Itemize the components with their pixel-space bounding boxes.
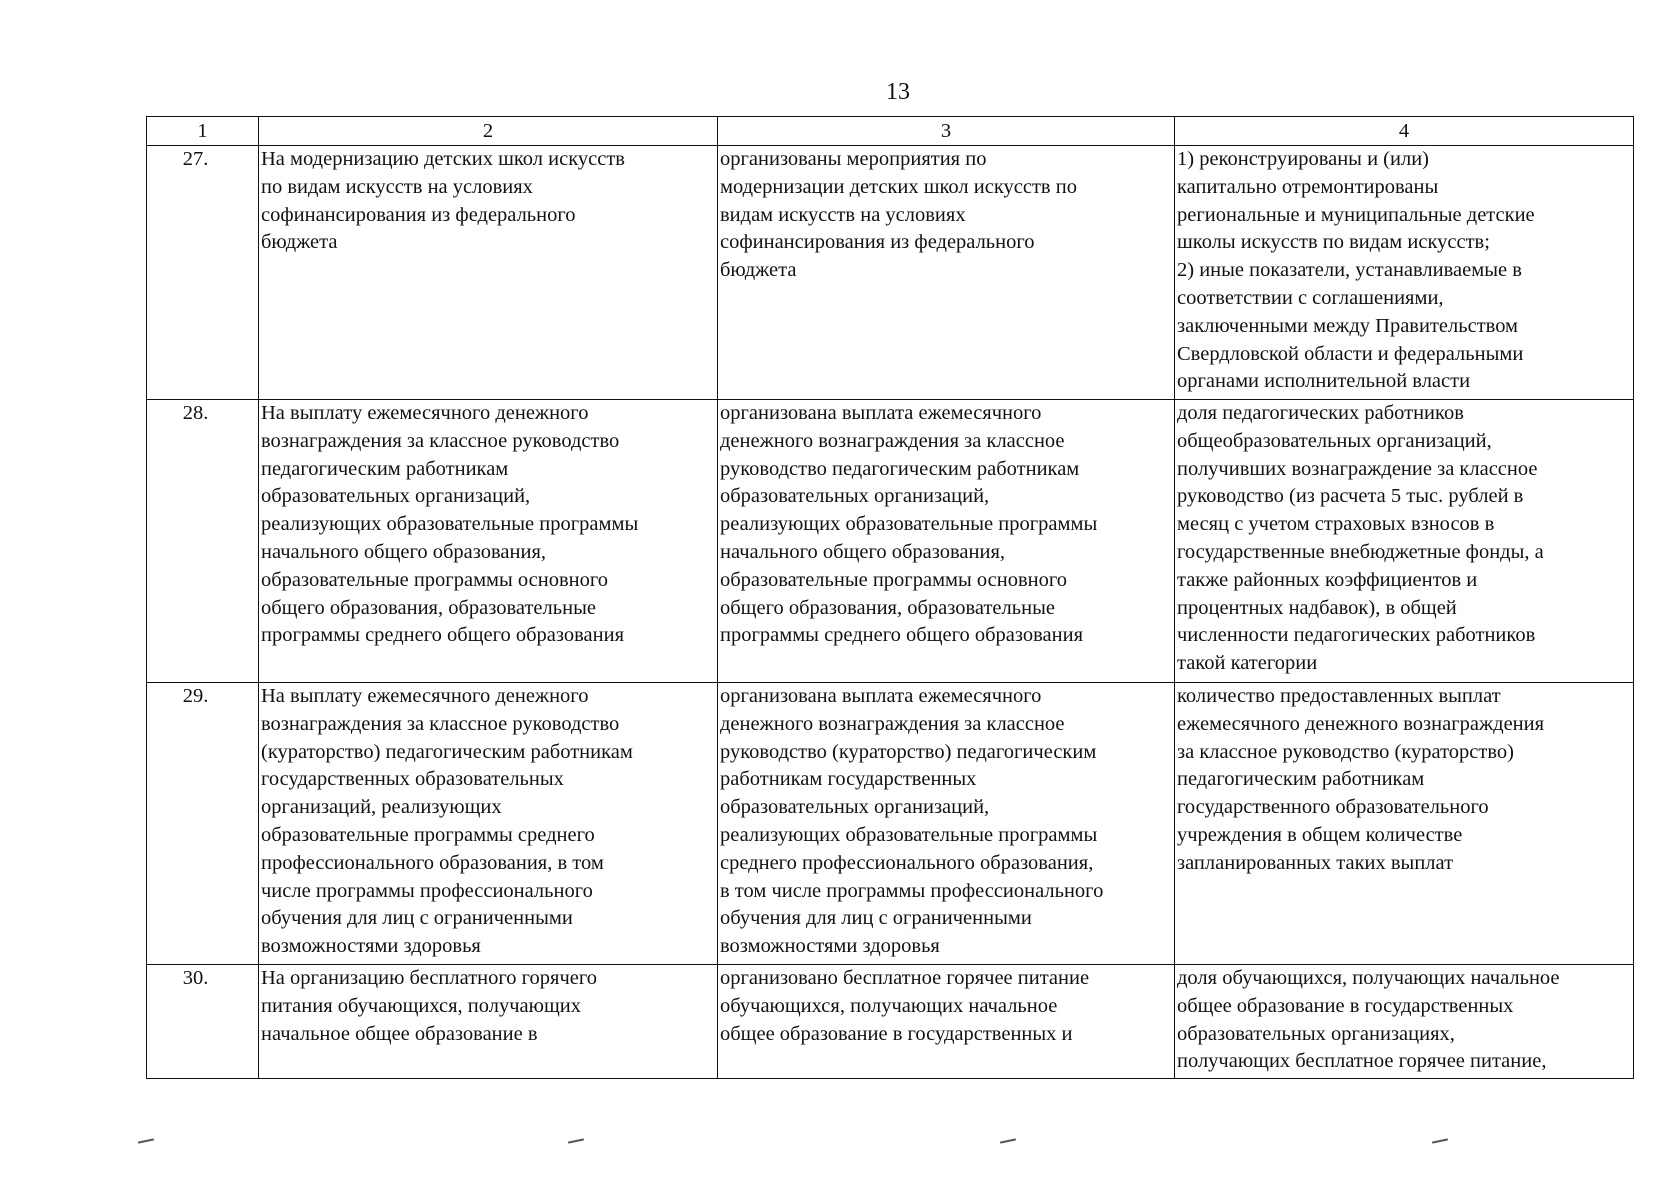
row-indicator: доля обучающихся, получающих начальное общее образование в государственных образовательных организациях, получающих бесплатное горячее питание, (1175, 965, 1634, 1079)
row-purpose: На выплату ежемесячного денежного вознаграждения за классное руководство (кураторство) педагогическим работникам государственных образовательных организаций, реализующих образовательные программы среднего профессионального образования, в том числе программы профессионального обучения для лиц с ограниченными возможностями здоровья (259, 683, 718, 965)
header-cell: 2 (259, 117, 718, 146)
row-indicator: количество предоставленных выплат ежемесячного денежного вознаграждения за классное руководство (кураторство) педагогическим работникам государственного образовательного учреждения в общем количестве запланированных таких выплат (1175, 683, 1634, 965)
table-header-row (147, 117, 1634, 146)
table-row (147, 146, 1634, 400)
scan-mark (1432, 1138, 1448, 1143)
row-indicator: 1) реконструированы и (или) капитально отремонтированы региональные и муниципальные детские школы искусств по видам искусств; 2) иные показатели, устанавливаемые в соответствии с соглашениями, заключенными между Правительством Свердловской области и федеральными органами исполнительной власти (1175, 146, 1634, 400)
row-number: 29. (147, 683, 259, 965)
row-number: 27. (147, 146, 259, 400)
row-number: 28. (147, 400, 259, 683)
row-result: организованы мероприятия по модернизации детских школ искусств по видам искусств на условиях софинансирования из федерального бюджета (718, 146, 1175, 400)
table-row (147, 400, 1634, 683)
row-result: организована выплата ежемесячного денежного вознаграждения за классное руководство (кураторство) педагогическим работникам государственных образовательных организаций, реализующих образовательные программы среднего профессионального образования, в том числе программы профессионального обучения для лиц с ограниченными возможностями здоровья (718, 683, 1175, 965)
row-result: организовано бесплатное горячее питание обучающихся, получающих начальное общее образование в государственных и (718, 965, 1175, 1079)
row-purpose: На модернизацию детских школ искусств по видам искусств на условиях софинансирования из федерального бюджета (259, 146, 718, 400)
scan-mark (568, 1138, 584, 1143)
row-number: 30. (147, 965, 259, 1079)
row-result: организована выплата ежемесячного денежного вознаграждения за классное руководство педагогическим работникам образовательных организаций, реализующих образовательные программы начального общего образования, образовательные программы основного общего образования, образовательные программы среднего общего образования (718, 400, 1175, 683)
header-cell: 1 (147, 117, 259, 146)
table-row (147, 683, 1634, 965)
table-row (147, 965, 1634, 1079)
page-number: 13 (886, 79, 910, 105)
scan-mark (1000, 1138, 1016, 1143)
scan-mark (138, 1138, 154, 1143)
row-purpose: На организацию бесплатного горячего питания обучающихся, получающих начальное общее образование в (259, 965, 718, 1079)
row-purpose: На выплату ежемесячного денежного вознаграждения за классное руководство педагогическим работникам образовательных организаций, реализующих образовательные программы начального общего образования, образовательные программы основного общего образования, образовательные программы среднего общего образования (259, 400, 718, 683)
header-cell: 3 (718, 117, 1175, 146)
row-indicator: доля педагогических работников общеобразовательных организаций, получивших вознаграждение за классное руководство (из расчета 5 тыс. рублей в месяц с учетом страховых взносов в государственные внебюджетные фонды, а также районных коэффициентов и процентных надбавок), в общей численности педагогических работников такой категории (1175, 400, 1634, 683)
document-table (146, 116, 1634, 1079)
header-cell: 4 (1175, 117, 1634, 146)
